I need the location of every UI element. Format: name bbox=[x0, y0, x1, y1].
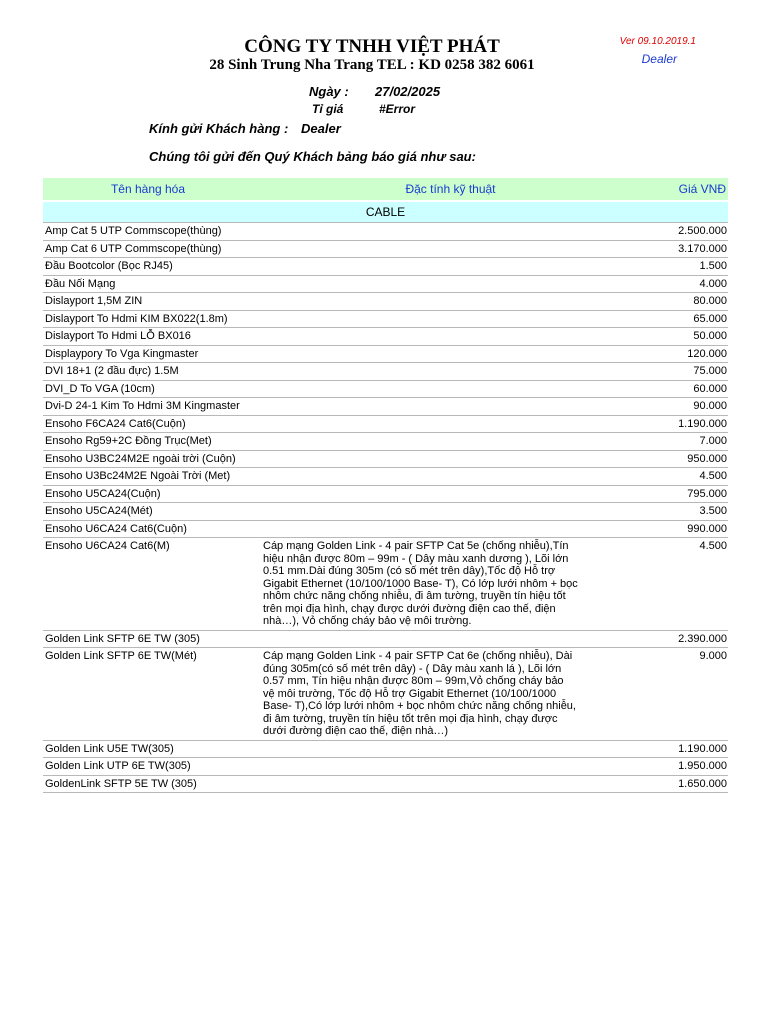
item-spec bbox=[253, 520, 648, 538]
header-name: Tên hàng hóa bbox=[43, 178, 253, 201]
item-spec bbox=[253, 345, 648, 363]
table-row bbox=[43, 258, 728, 276]
item-name: Displaypory To Vga Kingmaster bbox=[43, 345, 253, 363]
item-name: Ensoho U6CA24 Cat6(Cuộn) bbox=[43, 520, 253, 538]
table-row bbox=[43, 468, 728, 486]
table-row bbox=[43, 363, 728, 381]
item-price: 80.000 bbox=[648, 293, 728, 311]
item-name: Ensoho U6CA24 Cat6(M) bbox=[43, 538, 253, 631]
item-name: DVI_D To VGA (10cm) bbox=[43, 380, 253, 398]
item-price: 60.000 bbox=[648, 380, 728, 398]
table-row bbox=[43, 240, 728, 258]
item-spec bbox=[253, 293, 648, 311]
table-row bbox=[43, 345, 728, 363]
item-price: 795.000 bbox=[648, 485, 728, 503]
table-row bbox=[43, 275, 728, 293]
item-spec bbox=[253, 433, 648, 451]
item-name: Ensoho U3BC24M2E ngoài trời (Cuộn) bbox=[43, 450, 253, 468]
item-spec bbox=[253, 758, 648, 776]
item-spec: Cáp mạng Golden Link - 4 pair SFTP Cat 6e (chống nhiễu), Dài đúng 305m(có số mét trên dây) - ( Dây màu xanh lá ), Lõi lớn 0.57 mm, Tín hiệu nhận được 80m – 99m,Vỏ chống cháy bảo vệ môi trường, Tốc độ Hỗ trợ Gigabit Ethernet (10/100/1000 Base- T),Có lớp lưới nhôm + bọc nhôm chức năng chống nhiễu, đi âm tường, truyền tín hiệu tốt trên mọi địa hình, chạy được dưới đường điện cao thế, điện nhà…) bbox=[253, 648, 648, 741]
table-row bbox=[43, 310, 728, 328]
table-row bbox=[43, 520, 728, 538]
item-spec bbox=[253, 450, 648, 468]
item-name: Dislayport 1,5M ZIN bbox=[43, 293, 253, 311]
table-row bbox=[43, 450, 728, 468]
price-table bbox=[43, 178, 728, 793]
greeting-label: Kính gửi Khách hàng : bbox=[149, 121, 289, 136]
item-spec bbox=[253, 310, 648, 328]
item-price: 50.000 bbox=[648, 328, 728, 346]
item-name: Golden Link SFTP 6E TW(Mét) bbox=[43, 648, 253, 741]
table-row bbox=[43, 503, 728, 521]
item-spec bbox=[253, 630, 648, 648]
rate-value: #Error bbox=[379, 102, 416, 116]
item-price: 3.500 bbox=[648, 503, 728, 521]
item-name: Đầu Bootcolor (Bọc RJ45) bbox=[43, 258, 253, 276]
item-price: 75.000 bbox=[648, 363, 728, 381]
company-name: CÔNG TY TNHH VIỆT PHÁT bbox=[244, 36, 500, 57]
item-spec bbox=[253, 240, 648, 258]
item-spec bbox=[253, 398, 648, 416]
rate-label: Tỉ giá bbox=[312, 102, 344, 116]
item-spec bbox=[253, 328, 648, 346]
header-spec: Đặc tính kỹ thuật bbox=[253, 178, 648, 201]
item-price: 2.500.000 bbox=[648, 223, 728, 241]
item-spec bbox=[253, 415, 648, 433]
group-label: CABLE bbox=[43, 201, 728, 223]
table-row bbox=[43, 485, 728, 503]
table-row bbox=[43, 223, 728, 241]
item-price: 1.190.000 bbox=[648, 740, 728, 758]
group-row bbox=[43, 201, 728, 223]
version-label: Ver 09.10.2019.1 bbox=[619, 36, 696, 47]
item-price: 990.000 bbox=[648, 520, 728, 538]
item-name: Đầu Nối Mạng bbox=[43, 275, 253, 293]
item-spec bbox=[253, 223, 648, 241]
greeting-value: Dealer bbox=[301, 121, 341, 136]
item-price: 4.500 bbox=[648, 468, 728, 486]
date-label: Ngày : bbox=[309, 84, 349, 99]
item-name: Ensoho F6CA24 Cat6(Cuộn) bbox=[43, 415, 253, 433]
item-name: GoldenLink SFTP 5E TW (305) bbox=[43, 775, 253, 793]
item-spec bbox=[253, 503, 648, 521]
item-name: Dislayport To Hdmi KIM BX022(1.8m) bbox=[43, 310, 253, 328]
item-price: 120.000 bbox=[648, 345, 728, 363]
item-name: Golden Link UTP 6E TW(305) bbox=[43, 758, 253, 776]
item-price: 4.000 bbox=[648, 275, 728, 293]
table-row bbox=[43, 398, 728, 416]
item-name: Ensoho U3Bc24M2E Ngoài Trời (Met) bbox=[43, 468, 253, 486]
table-row bbox=[43, 328, 728, 346]
item-price: 65.000 bbox=[648, 310, 728, 328]
table-row bbox=[43, 538, 728, 631]
item-price: 1.950.000 bbox=[648, 758, 728, 776]
item-name: DVI 18+1 (2 đầu đực) 1.5M bbox=[43, 363, 253, 381]
table-row bbox=[43, 293, 728, 311]
item-price: 90.000 bbox=[648, 398, 728, 416]
item-name: Ensoho Rg59+2C Đồng Trục(Met) bbox=[43, 433, 253, 451]
item-price: 1.650.000 bbox=[648, 775, 728, 793]
item-price: 4.500 bbox=[648, 538, 728, 631]
header-price: Giá VNĐ bbox=[648, 178, 728, 201]
item-spec bbox=[253, 363, 648, 381]
item-price: 9.000 bbox=[648, 648, 728, 741]
item-spec bbox=[253, 468, 648, 486]
table-header-row bbox=[43, 178, 728, 201]
item-name: Ensoho U5CA24(Cuộn) bbox=[43, 485, 253, 503]
item-spec bbox=[253, 485, 648, 503]
item-price: 950.000 bbox=[648, 450, 728, 468]
item-name: Amp Cat 5 UTP Commscope(thùng) bbox=[43, 223, 253, 241]
item-name: Ensoho U5CA24(Mét) bbox=[43, 503, 253, 521]
item-name: Amp Cat 6 UTP Commscope(thùng) bbox=[43, 240, 253, 258]
item-name: Golden Link U5E TW(305) bbox=[43, 740, 253, 758]
item-price: 1.190.000 bbox=[648, 415, 728, 433]
dealer-tag: Dealer bbox=[641, 52, 677, 66]
table-row bbox=[43, 775, 728, 793]
item-price: 7.000 bbox=[648, 433, 728, 451]
table-row bbox=[43, 648, 728, 741]
table-row bbox=[43, 433, 728, 451]
item-spec bbox=[253, 775, 648, 793]
table-row bbox=[43, 415, 728, 433]
item-spec: Cáp mạng Golden Link - 4 pair SFTP Cat 5e (chống nhiễu),Tín hiệu nhận được 80m – 99m - ( Dây màu xanh dương ), Lõi lớn 0.51 mm.Dài đúng 305m (có số mét trên dây),Tốc độ Hỗ trợ Gigabit Ethernet (10/100/1000 Base- T), Có lớp lưới nhôm + bọc nhôm chức năng chống nhiễu, đi âm tường, truyền tín hiệu tốt trên mọi địa hình, chạy được dưới đường điện cao thế, điện nhà…), Vỏ chống cháy bảo vệ môi trường. bbox=[253, 538, 648, 631]
table-row bbox=[43, 740, 728, 758]
date-value: 27/02/2025 bbox=[375, 84, 441, 99]
item-name: Dislayport To Hdmi LỖ BX016 bbox=[43, 328, 253, 346]
intro-text: Chúng tôi gửi đến Quý Khách bảng báo giá như sau: bbox=[149, 149, 476, 164]
item-spec bbox=[253, 275, 648, 293]
company-address: 28 Sinh Trung Nha Trang TEL : KD 0258 382 6061 bbox=[209, 57, 535, 73]
table-row bbox=[43, 758, 728, 776]
item-price: 2.390.000 bbox=[648, 630, 728, 648]
item-spec bbox=[253, 380, 648, 398]
item-spec bbox=[253, 258, 648, 276]
item-price: 1.500 bbox=[648, 258, 728, 276]
table-row bbox=[43, 630, 728, 648]
item-spec bbox=[253, 740, 648, 758]
table-row bbox=[43, 380, 728, 398]
item-name: Golden Link SFTP 6E TW (305) bbox=[43, 630, 253, 648]
item-price: 3.170.000 bbox=[648, 240, 728, 258]
item-name: Dvi-D 24-1 Kim To Hdmi 3M Kingmaster bbox=[43, 398, 253, 416]
